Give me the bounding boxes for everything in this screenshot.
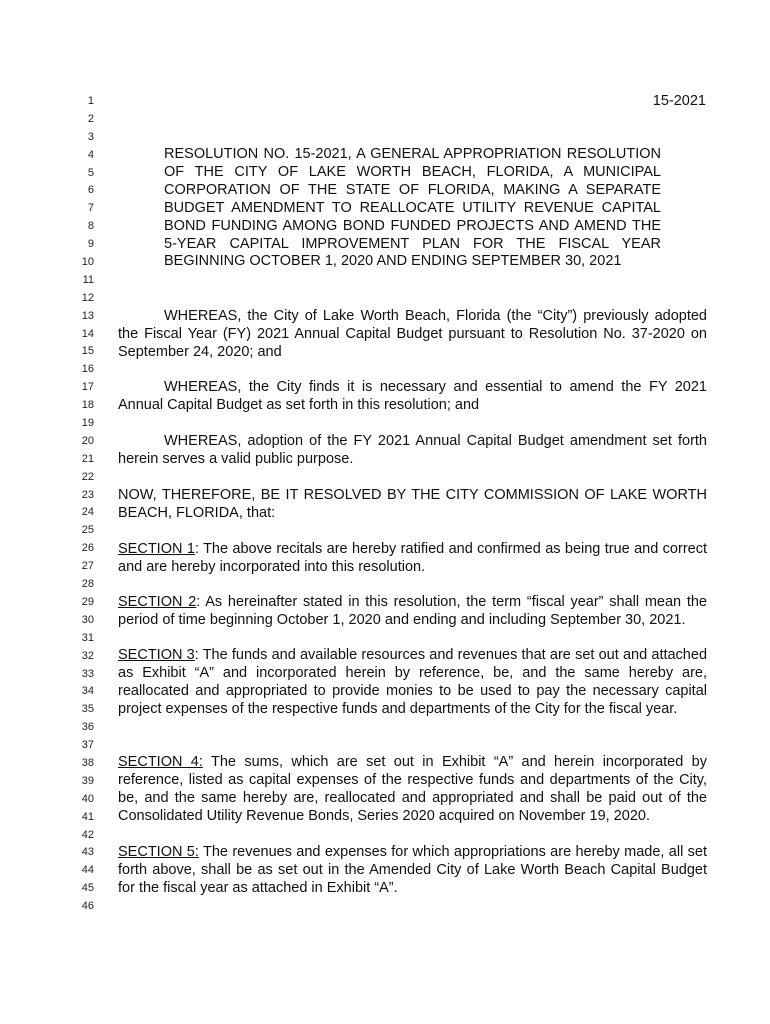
section-1	[118, 541, 707, 577]
line-number: 44	[81, 864, 94, 877]
line-number: 21	[81, 452, 94, 465]
section-2-heading: SECTION 2	[118, 594, 197, 610]
line-number: 12	[81, 291, 94, 304]
line-number: 3	[87, 130, 94, 143]
section-2	[118, 594, 707, 630]
line-number: 41	[81, 810, 94, 823]
section-1-text: The above recitals are hereby ratified and confirmed as being true and correct and are hereby incorporated into this resolution.	[118, 541, 708, 575]
whereas-clause-2: WHEREAS, the City finds it is necessary and essential to amend the FY 2021 Annual Capital Budget as set forth in this resolution; and	[118, 379, 707, 413]
resolution-title-text: RESOLUTION NO. 15-2021, A GENERAL APPROPRIATION RESOLUTION OF THE CITY OF LAKE WORTH BEACH, FLORIDA, A MUNICIPAL CORPORATION OF THE STATE OF FLORIDA, MAKING A SEPARATE BUDGET AMENDMENT TO REALLOCATE UTILITY REVENUE CAPITAL BOND FUNDING AMONG BOND FUNDED PROJECTS AND AMEND THE 5-YEAR CAPITAL IMPROVEMENT PLAN FOR THE FISCAL YEAR BEGINNING OCTOBER 1, 2020 AND ENDING SEPTEMBER 30, 2021	[164, 146, 661, 270]
section-1-separator: :	[194, 541, 204, 557]
line-number: 37	[81, 739, 94, 752]
line-number: 35	[81, 703, 94, 716]
line-number: 26	[81, 542, 94, 555]
line-number: 5	[87, 166, 94, 179]
section-5	[118, 844, 707, 898]
line-number: 4	[87, 148, 94, 161]
line-number: 28	[81, 578, 94, 591]
line-number: 17	[81, 381, 94, 394]
line-number: 23	[81, 488, 94, 501]
line-number: 32	[81, 649, 94, 662]
line-number: 10	[81, 256, 94, 269]
line-number: 42	[81, 828, 94, 841]
line-number: 39	[81, 774, 94, 787]
line-number: 33	[81, 667, 94, 680]
line-number: 45	[81, 882, 94, 895]
section-4-heading: SECTION 4:	[118, 754, 203, 770]
section-2-separator: :	[196, 594, 206, 610]
line-number: 30	[81, 613, 94, 626]
line-number: 14	[81, 327, 94, 340]
line-number: 46	[81, 900, 94, 913]
line-number: 11	[82, 273, 94, 286]
section-4	[118, 754, 707, 826]
now-therefore-clause: NOW, THEREFORE, BE IT RESOLVED BY THE CITY COMMISSION OF LAKE WORTH BEACH, FLORIDA, that:	[118, 487, 707, 521]
line-number: 19	[81, 417, 94, 430]
line-number: 25	[81, 524, 94, 537]
line-number: 15	[81, 345, 94, 358]
line-number: 18	[81, 399, 94, 412]
section-4-text: The sums, which are set out in Exhibit “A” and herein incorporated by reference, listed as capital expenses of the respective funds and departments of the City, be, and the same hereby are, reallocated and appropriated and shall be paid out of the Consolidated Utility Revenue Bonds, Series 2020 acquired on November 19, 2020.	[118, 754, 707, 824]
section-3-heading: SECTION 3	[118, 647, 195, 663]
section-3	[118, 647, 707, 719]
resolution-number: 15-2021	[652, 93, 706, 109]
line-number: 6	[87, 184, 94, 197]
section-3-separator: :	[194, 647, 203, 663]
section-1-heading: SECTION 1	[118, 541, 195, 557]
section-5-heading: SECTION 5:	[118, 844, 199, 860]
section-2-text: As hereinafter stated in this resolution, the term “fiscal year” shall mean the period of time beginning October 1, 2020 and ending and including September 30, 2021.	[118, 594, 707, 628]
line-number: 1	[87, 95, 94, 107]
line-number: 7	[87, 202, 94, 215]
section-5-text: The revenues and expenses for which appropriations are hereby made, all set forth above, shall be as set out in the Amended City of Lake Worth Beach Capital Budget for the fiscal year as attached in Exhibit “A”.	[118, 844, 707, 896]
line-number: 27	[81, 560, 94, 573]
line-number: 16	[81, 363, 94, 376]
line-number: 34	[81, 685, 94, 698]
section-3-text: The funds and available resources and revenues that are set out and attached as Exhibit “A” and incorporated herein by reference, be, and the same hereby are, reallocated and appropriated to provide monies to be used to pay the necessary capital project expenses of the respective funds and departments of the City for the fiscal year.	[118, 647, 708, 717]
line-number: 31	[81, 631, 94, 644]
line-number: 20	[81, 434, 94, 447]
line-number: 38	[81, 756, 94, 769]
line-number: 29	[81, 595, 94, 608]
section-4-separator	[203, 754, 211, 770]
line-number: 8	[87, 220, 94, 233]
line-number: 36	[81, 721, 94, 734]
line-number: 22	[81, 470, 94, 483]
line-number: 24	[81, 506, 94, 519]
line-number: 43	[81, 846, 94, 859]
line-number: 9	[87, 238, 94, 251]
whereas-clause-3: WHEREAS, adoption of the FY 2021 Annual Capital Budget amendment set forth herein serves a valid public purpose.	[118, 433, 707, 467]
line-number: 40	[81, 792, 94, 805]
line-number: 2	[87, 112, 94, 125]
line-number-gutter	[70, 93, 94, 916]
line-number: 13	[81, 309, 94, 322]
resolution-title	[164, 146, 661, 271]
whereas-clause-1: WHEREAS, the City of Lake Worth Beach, Florida (the “City”) previously adopted the Fiscal Year (FY) 2021 Annual Capital Budget pursuant to Resolution No. 37-2020 on September 24, 2020; and	[118, 308, 707, 360]
